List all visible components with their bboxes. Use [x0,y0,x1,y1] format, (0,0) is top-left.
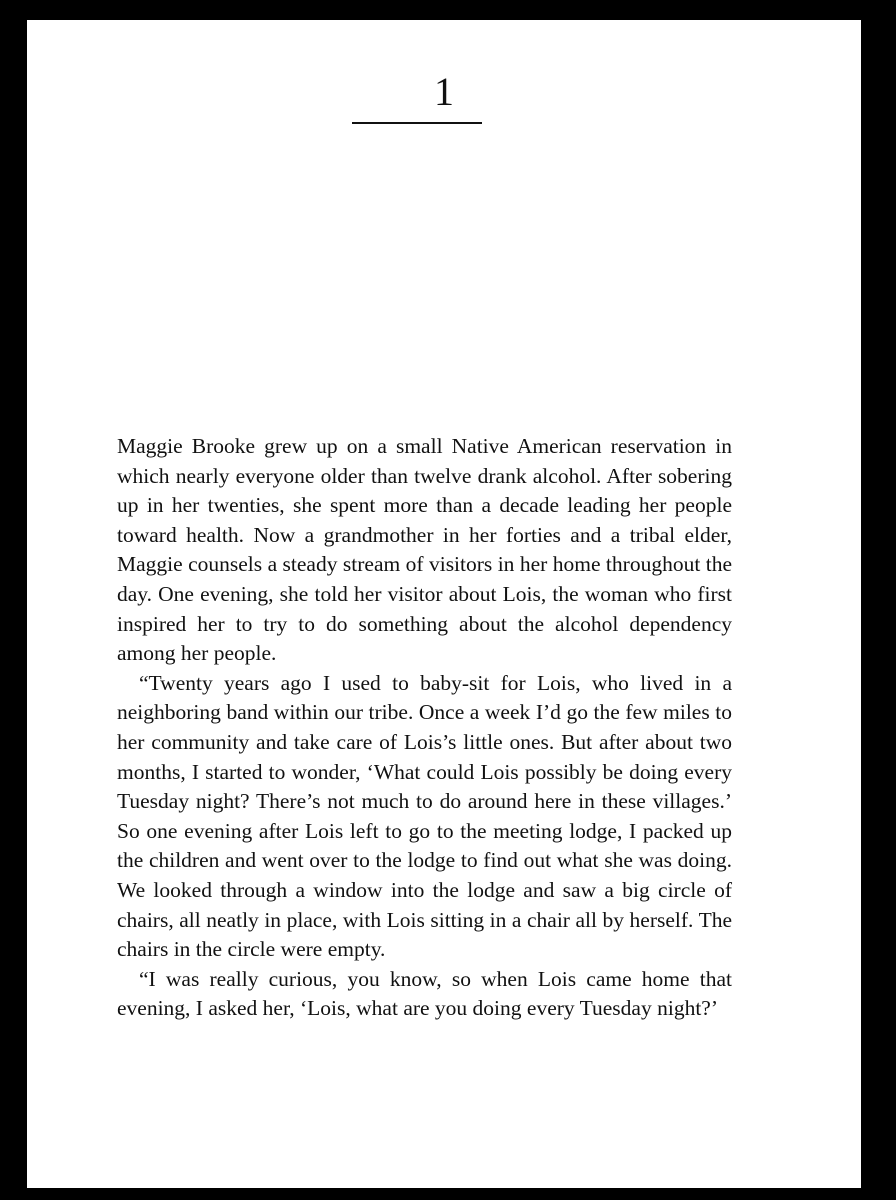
paragraph-3: “I was really curious, you know, so when Lois came home that evening, I asked her, ‘Lois, what are you doing every Tuesday night?’ [117,966,732,1021]
chapter-divider [352,122,482,124]
book-page [27,20,861,1188]
chapter-number: 1 [434,69,454,114]
paragraph-1: Maggie Brooke grew up on a small Native American reservation in which nearly everyone older than twelve drank alcohol. After sobering up in her twenties, she spent more than a decade leading her people toward health. Now a grandmother in her forties and a tribal elder, Maggie counsels a steady stream of visitors in her home throughout the day. One evening, she told her visitor about Lois, the woman who first inspired her to try to do something about the alcohol dependency among her people. [117,434,732,666]
chapter-body [117,432,732,1024]
paragraph-2: “Twenty years ago I used to baby-sit for Lois, who lived in a neighboring band within our tribe. Once a week I’d go the few miles to her community and take care of Lois’s little ones. But after about two months, I started to wonder, ‘What could Lois possibly be doing every Tuesday night? There’s not much to do around here in these villages.’ So one evening after Lois left to go to the meeting lodge, I packed up the children and went over to the lodge to find out what she was doing. We looked through a window into the lodge and saw a big circle of chairs, all neatly in place, with Lois sitting in a chair all by herself. The chairs in the circle were empty. [117,670,732,962]
